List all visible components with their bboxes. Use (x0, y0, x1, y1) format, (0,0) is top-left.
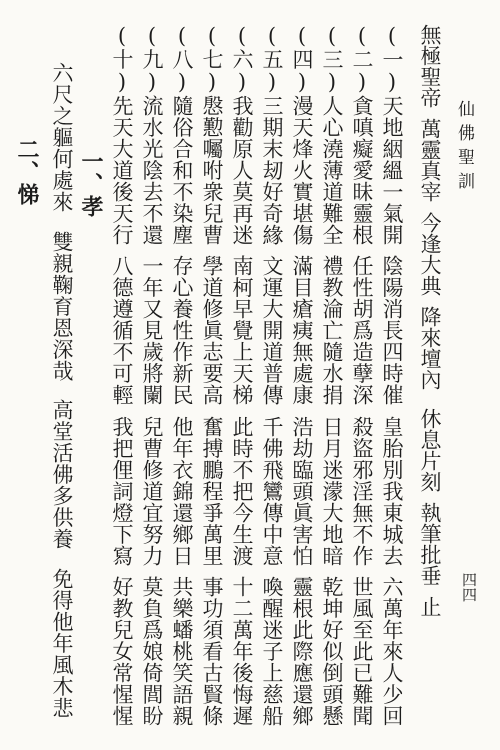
verse-phrase: 世風至此已難聞 (350, 576, 374, 727)
verse-phrase: 我把俚詞燈下寫 (110, 415, 134, 566)
poem-phrase: 雙親鞠育恩深哉 (50, 230, 74, 381)
verse-phrase: 八德遵循不可輕 (110, 255, 134, 406)
section-poem-filial (51, 62, 72, 718)
verse-phrase: 靈根此際應還鄉 (290, 576, 314, 727)
verse-column-6 (231, 24, 252, 727)
verse-column-2 (351, 24, 372, 727)
verse-number: (五) (260, 24, 284, 95)
verse-phrase: 日月迷濛大地暗 (320, 415, 344, 566)
verse-number: (十) (110, 24, 134, 95)
poem-phrase: 六尺之軀何處來 (50, 62, 74, 213)
verse-phrase: 皇胎別我東城去 (380, 415, 404, 566)
verse-phrase: 天地絪縕一氣開 (380, 94, 404, 245)
verse-number: (四) (290, 24, 314, 95)
title-seg-3: 今逢大典 (418, 212, 442, 296)
verse-phrase: 任性胡爲造孽深 (350, 255, 374, 406)
verse-phrase: 先天大道後天行 (110, 94, 134, 245)
verse-phrase: 他年衣錦還鄉日 (170, 415, 194, 566)
verse-phrase: 兒曹修道宜努力 (140, 415, 164, 566)
running-header (455, 100, 472, 196)
verse-number: (九) (140, 24, 164, 95)
verse-phrase: 慇懃囑咐衆兒曹 (200, 94, 224, 245)
poem-phrase: 高堂活佛多供養 (50, 399, 74, 550)
verse-column-9 (141, 24, 162, 727)
verse-phrase: 好教兒女常惺惺 (110, 576, 134, 727)
verse-number: (三) (320, 24, 344, 95)
verse-phrase: 千佛飛鸞傳中意 (260, 415, 284, 566)
verse-phrase: 事功須看古賢條 (200, 576, 224, 727)
verse-number: (六) (230, 24, 254, 95)
title-seg-6: 執筆批垂 (418, 502, 442, 586)
verse-column-10 (111, 24, 132, 727)
verse-phrase: 三期末刼好奇緣 (260, 94, 284, 245)
verse-phrase: 存心養性作新民 (170, 255, 194, 406)
verse-phrase: 喚醒迷子上慈船 (260, 576, 284, 727)
title-seg-5: 休息片刻 (418, 408, 442, 492)
verse-column-5 (261, 24, 282, 727)
verse-phrase: 貪嗔癡愛昧靈根 (350, 94, 374, 245)
verse-number: (八) (170, 24, 194, 95)
verse-phrase: 漫天烽火實堪傷 (290, 94, 314, 245)
section-heading-filial: 一、孝 (78, 150, 104, 218)
verse-phrase: 奮搏鵬程爭萬里 (200, 415, 224, 566)
verse-column-1 (381, 24, 402, 727)
verse-phrase: 十二萬年後悔遲 (230, 576, 254, 727)
verse-column-8 (171, 24, 192, 727)
verse-phrase: 隨俗合和不染塵 (170, 94, 194, 245)
verse-number: (二) (350, 24, 374, 95)
verse-phrase: 學道修眞志要高 (200, 255, 224, 406)
verse-phrase: 此時不把今生渡 (230, 415, 254, 566)
verse-phrase: 莫負爲娘倚閭盼 (140, 576, 164, 727)
page-number: 四四 (460, 572, 478, 602)
title-seg-4: 降來壇內 (418, 306, 442, 390)
verse-number: (一) (380, 24, 404, 95)
verse-column-4 (291, 24, 312, 727)
section-heading-fraternal: 二、悌 (14, 138, 40, 206)
verse-phrase: 我勸原人莫再迷 (230, 94, 254, 245)
verse-phrase: 陰陽消長四時催 (380, 255, 404, 406)
verse-phrase: 共樂蟠桃笑語親 (170, 576, 194, 727)
verse-phrase: 流水光陰去不還 (140, 94, 164, 245)
verse-phrase: 人心澆薄道難全 (320, 94, 344, 245)
verse-phrase: 文運大開道普傳 (260, 255, 284, 406)
title-seg-2: 萬靈真宰 (418, 118, 442, 202)
verse-phrase: 乾坤好似倒頭懸 (320, 576, 344, 727)
header-title: 仙佛聖訓 (454, 100, 474, 196)
poem-phrase: 免得他年風木悲 (50, 567, 74, 718)
verse-column-7 (201, 24, 222, 727)
title-seg-7: 止 (418, 596, 442, 617)
verse-column-3 (321, 24, 342, 727)
title-column (419, 24, 440, 617)
title-seg-1: 無極聖帝 (418, 24, 442, 108)
verse-phrase: 禮教淪亡隨水捐 (320, 255, 344, 406)
verse-phrase: 一年又見歲將闌 (140, 255, 164, 406)
verse-phrase: 浩劫臨頭眞害怕 (290, 415, 314, 566)
verse-phrase: 殺盜邪淫無不作 (350, 415, 374, 566)
verse-phrase: 滿目瘡痍無處康 (290, 255, 314, 406)
verse-phrase: 南柯早覺上天梯 (230, 255, 254, 406)
verse-number: (七) (200, 24, 224, 95)
verse-phrase: 六萬年來人少回 (380, 576, 404, 727)
